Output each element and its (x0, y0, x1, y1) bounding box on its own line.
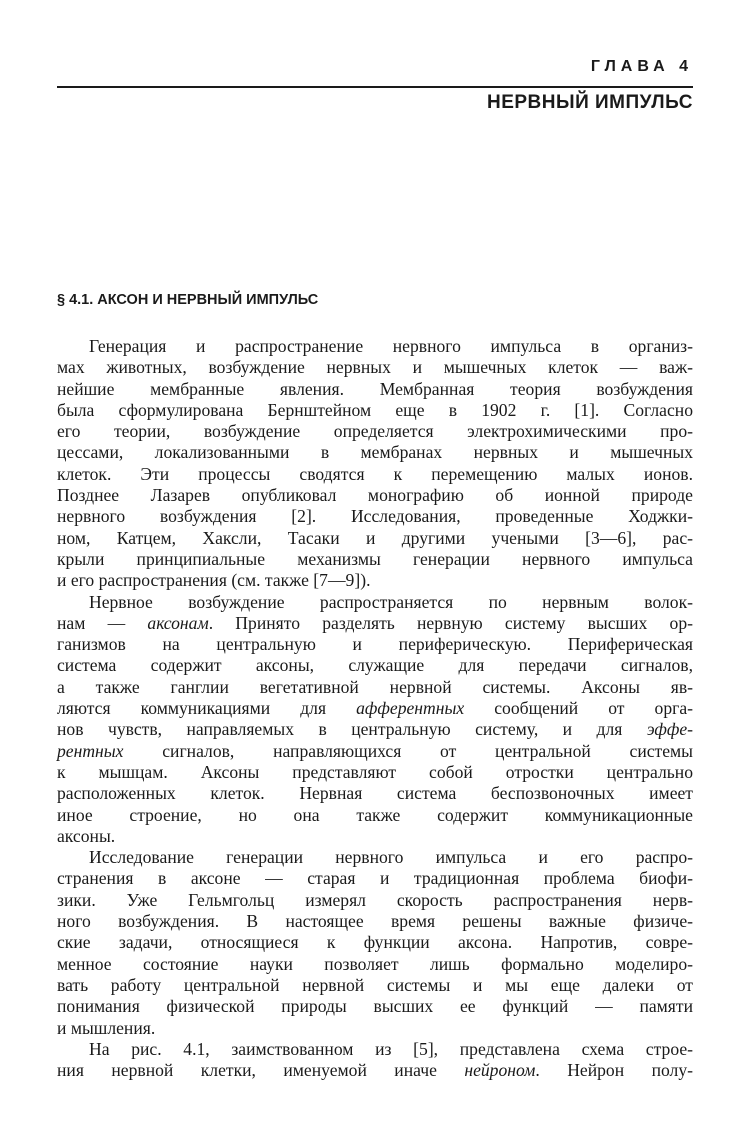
text-line: мах животных, возбуждение нервных и мышечных клеток — важ- (57, 357, 693, 378)
text-line: была сформулирована Бернштейном еще в 1902 г. [1]. Согласно (57, 399, 693, 420)
text-line: вать работу центральной нервной системы и мы еще далеки от (57, 974, 693, 995)
text-line: ляются коммуникациями для афферентных сообщений от орга- (57, 698, 694, 719)
chapter-title: НЕРВНЫЙ ИМПУЛЬС (486, 92, 693, 113)
header-rule (57, 86, 693, 88)
text-line: Позднее Лазарев опубликовал монографию об ионной природе (57, 485, 693, 506)
text-line: Генерация и распространение нервного импульса в организ- (89, 336, 693, 356)
text-line: к мышцам. Аксоны представляют собой отростки центрально (57, 761, 693, 782)
text-line: нейшие мембранные явления. Мембранная теория возбуждения (57, 378, 693, 399)
text-line: странения в аксоне — старая и традиционная проблема биофи- (57, 868, 693, 889)
text-line: клеток. Эти процессы сводятся к перемещению малых ионов. (57, 463, 693, 484)
text-line: его теории, возбуждение определяется электрохимическими про- (57, 421, 693, 442)
text-line: менное состояние науки позволяет лишь формально моделиро- (57, 953, 693, 974)
body-text (57, 336, 693, 1081)
text-line: и мышления. (57, 1017, 156, 1038)
italic-term: аксонам (147, 612, 209, 633)
chapter-label: ГЛАВА 4 (590, 58, 693, 75)
text-line: рентных сигналов, направляющихся от центральной системы (57, 740, 693, 761)
text-line: а также ганглии вегетативной нервной системы. Аксоны яв- (57, 676, 693, 697)
text-line: нов чувств, направляемых в центральную систему, и для эффе- (57, 719, 693, 740)
text-line: ния нервной клетки, именуемой иначе нейроном. Нейрон полу- (57, 1060, 693, 1081)
text-line: нервного возбуждения [2]. Исследования, проведенные Ходжки- (57, 506, 693, 527)
text-line: Исследование генерации нервного импульса и его распро- (89, 847, 693, 868)
text-line: понимания физической природы высших ее функций — памяти (57, 996, 693, 1017)
book-page (57, 0, 693, 1132)
text-line: нам — аксонам. Принято разделять нервную систему высших ор- (57, 612, 693, 633)
text-line: и его распространения (см. также [7—9]). (57, 570, 371, 591)
text-line: ские задачи, относящиеся к функции аксона. Напротив, совре- (57, 932, 693, 953)
text-line: зики. Уже Гельмгольц измерял скорость распространения нерв- (57, 889, 693, 910)
text-line: аксоны. (57, 825, 116, 846)
text-line: цессами, локализованными в мембранах нервных и мышечных (57, 442, 693, 463)
text-line: Нервное возбуждение распространяется по нервным волок- (89, 591, 693, 612)
text-line: На рис. 4.1, заимствованном из [5], представлена схема строе- (89, 1038, 693, 1059)
text-line: система содержит аксоны, служащие для передачи сигналов, (57, 655, 693, 676)
italic-term: эффе- (646, 719, 693, 740)
text-line: крыли принципиальные механизмы генерации нервного импульса (57, 548, 693, 569)
italic-term: афферентных (356, 698, 465, 719)
text-line: расположенных клеток. Нервная система беспозвоночных имеет (57, 783, 693, 804)
section-heading: § 4.1. АКСОН И НЕРВНЫЙ ИМПУЛЬС (57, 292, 319, 308)
text-line: ного возбуждения. В настоящее время решены важные физиче- (57, 911, 693, 932)
text-line: ганизмов на центральную и периферическую. Периферическая (57, 634, 693, 655)
italic-term: нейроном (464, 1060, 536, 1081)
text-line: ном, Катцем, Хаксли, Тасаки и другими учеными [3—6], рас- (57, 527, 693, 548)
text-line: иное строение, но она также содержит коммуникационные (57, 804, 693, 825)
italic-term: рентных (57, 740, 124, 761)
